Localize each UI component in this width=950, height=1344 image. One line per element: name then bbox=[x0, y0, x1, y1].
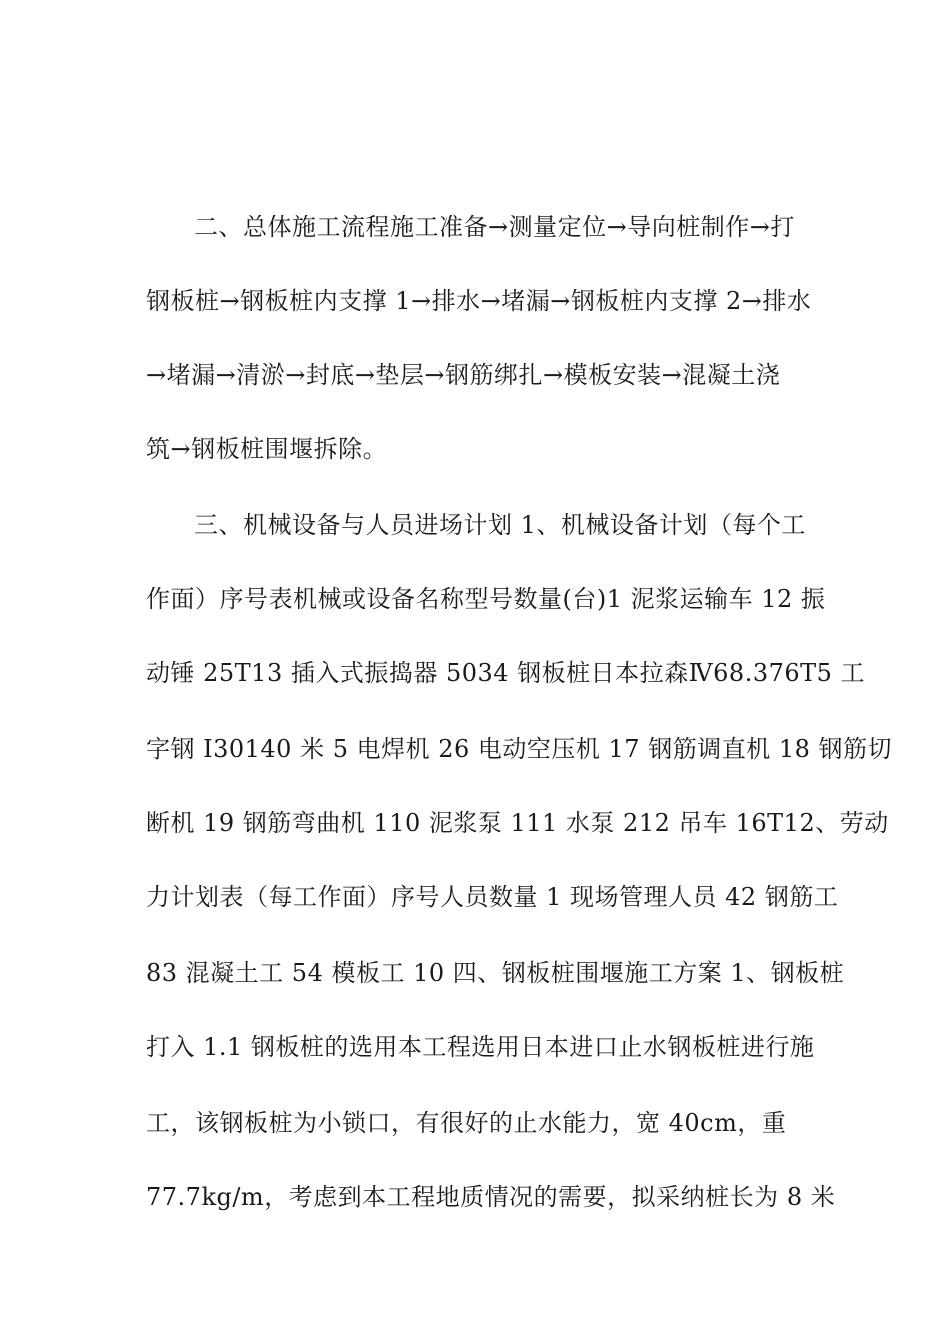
paragraph-2-line-4: 筑→钢板桩围堰拆除。 bbox=[146, 435, 388, 463]
paragraph-3-line-9: 工，该钢板桩为小锁口，有很好的止水能力，宽 40cm，重 bbox=[146, 1109, 787, 1137]
paragraph-2-line-1: 二、总体施工流程施工准备→测量定位→导向桩制作→打 bbox=[194, 213, 795, 241]
paragraph-3-line-1: 三、机械设备与人员进场计划 1、机械设备计划（每个工 bbox=[194, 511, 806, 539]
paragraph-2-line-3: →堵漏→清淤→封底→垫层→钢筋绑扎→模板安装→混凝土浇 bbox=[146, 361, 781, 389]
paragraph-2-line-2: 钢板桩→钢板桩内支撑 1→排水→堵漏→钢板桩内支撑 2→排水 bbox=[146, 287, 812, 315]
paragraph-3-line-7: 83 混凝土工 54 模板工 10 四、钢板桩围堰施工方案 1、钢板桩 bbox=[146, 959, 845, 987]
paragraph-3-line-4: 字钢 I30140 米 5 电焊机 26 电动空压机 17 钢筋调直机 18 钢筋切 bbox=[146, 735, 893, 763]
paragraph-3-line-8: 打入 1.1 钢板桩的选用本工程选用日本进口止水钢板桩进行施 bbox=[146, 1033, 815, 1061]
paragraph-3-line-3: 动锤 25T13 插入式振捣器 5034 钢板桩日本拉森Ⅳ68.376T5 工 bbox=[146, 659, 866, 687]
paragraph-3-line-5: 断机 19 钢筋弯曲机 110 泥浆泵 111 水泵 212 吊车 16T12、劳动 bbox=[146, 809, 889, 837]
paragraph-3-line-6: 力计划表（每工作面）序号人员数量 1 现场管理人员 42 钢筋工 bbox=[146, 883, 839, 911]
paragraph-3-line-10: 77.7kg/m，考虑到本工程地质情况的需要，拟采纳桩长为 8 米 bbox=[146, 1183, 836, 1211]
paragraph-3-line-2: 作面）序号表机械或设备名称型号数量(台)1 泥浆运输车 12 振 bbox=[146, 585, 826, 613]
